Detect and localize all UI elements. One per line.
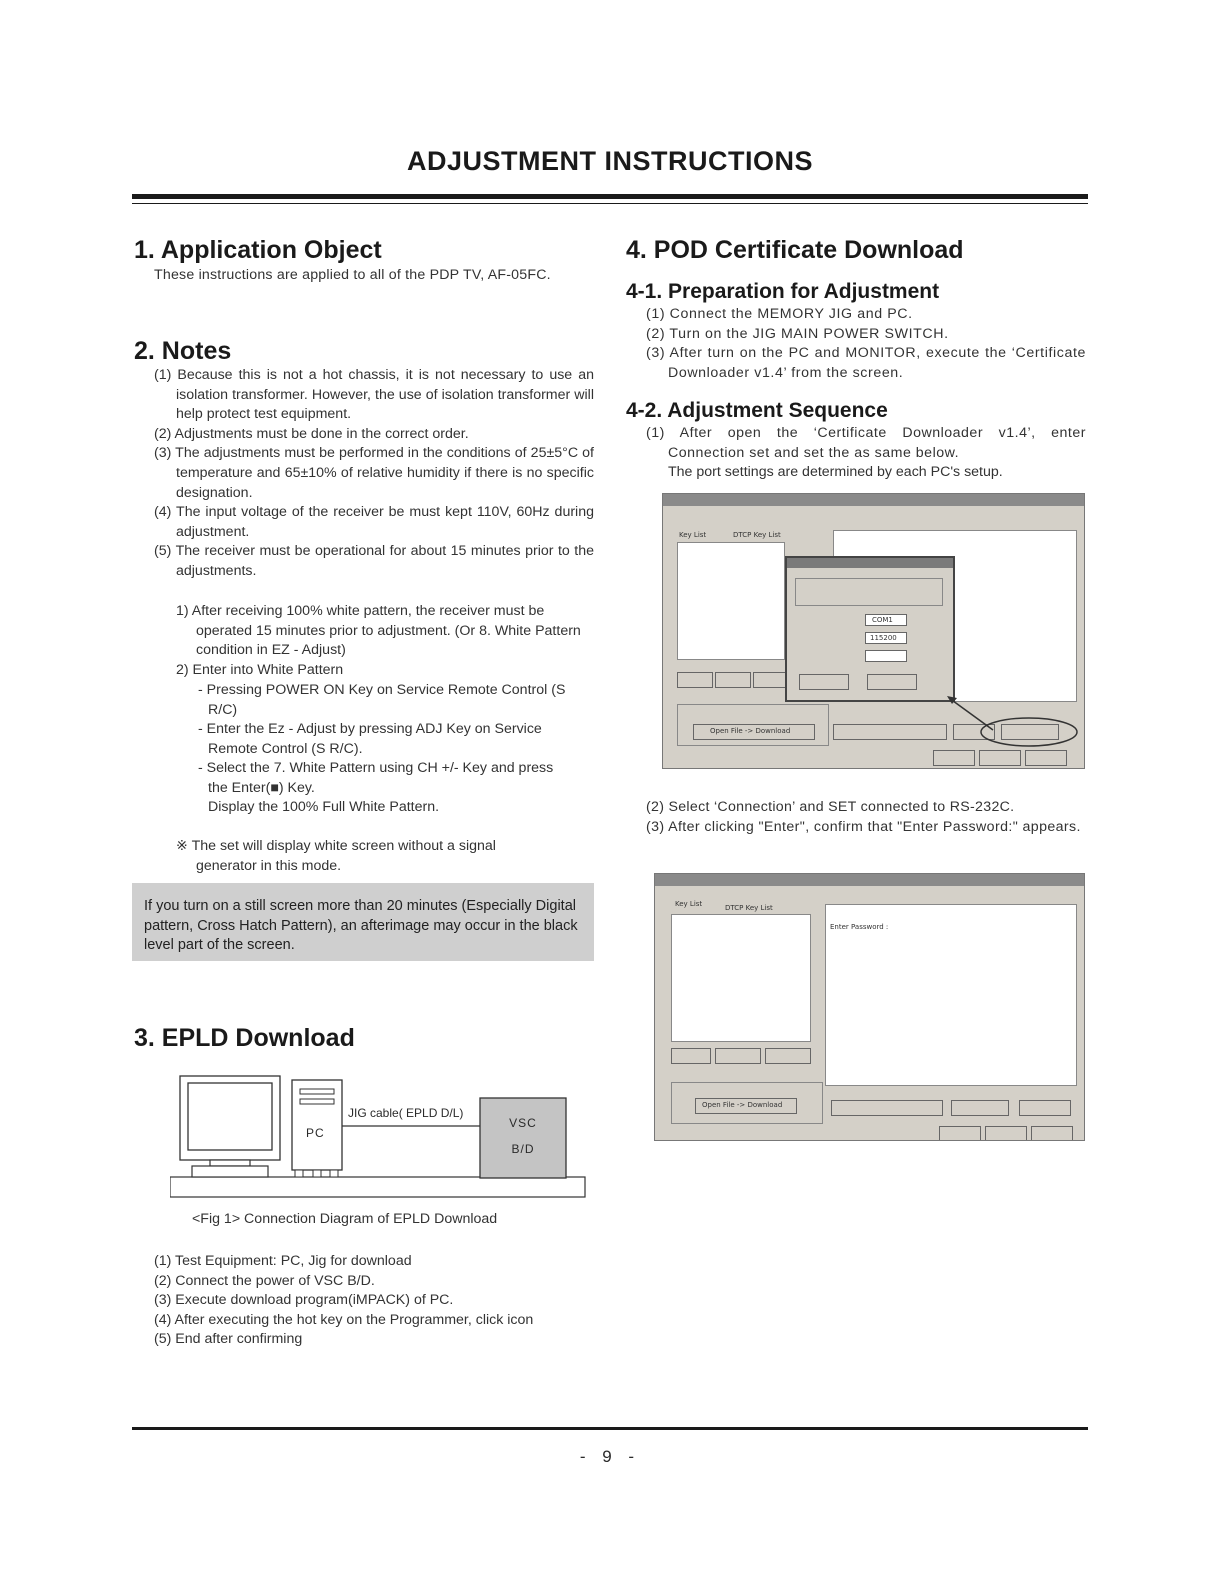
note-item: (3) The adjustments must be performed in the conditions of 25±5°C of temperature and 65±10% of relative humidity if there is no specific designation. [154, 445, 594, 501]
downloader-screenshot-2 [654, 873, 1085, 1141]
sec1-heading: 1. Application Object [134, 236, 382, 264]
cable-label: JIG cable( EPLD D/L) [348, 1106, 464, 1120]
page-title: ADJUSTMENT INSTRUCTIONS [406, 146, 813, 176]
bench [170, 1177, 585, 1197]
keylist2-label: DTCP Key List [733, 531, 781, 539]
sec4-1-heading: 4-1. Preparation for Adjustment [626, 280, 940, 303]
seq-item-1b: The port settings are determined by each PC's setup. [668, 464, 1003, 480]
cancel-button[interactable] [985, 1126, 1027, 1141]
dash-item-3: - Select the 7. White Pattern using CH +/- Key and press the Enter(■) Key. [198, 760, 554, 796]
warning-box: If you turn on a still screen more than 20 minutes (Especially Digital pattern, Cross Hatch Pattern), an afterimage may occur in the black level part of the screen. [132, 883, 594, 961]
seq-item-2: (2) Select ‘Connection’ and SET connected to RS-232C. [646, 799, 1015, 815]
downloader-screenshot-1 [662, 493, 1085, 769]
remark: ※ The set will display white screen without a signal generator in this mode. [176, 838, 496, 874]
sec1-body: These instructions are applied to all of the PDP TV, AF-05FC. [154, 267, 551, 283]
connection-diagram [170, 1074, 590, 1202]
pc-label: PC [306, 1126, 325, 1140]
notes-list [154, 366, 594, 582]
dash-item-1: - Pressing POWER ON Key on Service Remote Control (S R/C) [198, 682, 566, 718]
footer-rule [132, 1427, 1088, 1430]
epld-step: (1) Test Equipment: PC, Jig for download [154, 1253, 412, 1269]
keylist-label: Key List [675, 900, 703, 908]
seq-item-1: (1) After open the ‘Certificate Downloader v1.4’, enter Connection set and set the as same below. [646, 425, 1086, 461]
bd-label: B/D [511, 1142, 535, 1156]
sub-item-2: 2) Enter into White Pattern [176, 662, 344, 678]
enter-password-text: Enter Password : [830, 923, 889, 931]
tool-button[interactable] [715, 1048, 761, 1064]
sec4-2-heading: 4-2. Adjustment Sequence [626, 399, 888, 422]
sec3-heading: 3. EPLD Download [134, 1024, 355, 1052]
prep-item: (2) Turn on the JIG MAIN POWER SWITCH. [646, 325, 949, 342]
epld-step: (3) Execute download program(iMPACK) of PC. [154, 1292, 454, 1309]
monitor-icon [180, 1076, 280, 1177]
keylist-label: Key List [679, 531, 707, 539]
port-field[interactable]: COM1 [865, 614, 907, 626]
callout-ellipse [981, 718, 1077, 746]
tool-button[interactable] [765, 1048, 811, 1064]
open-file-button[interactable]: Open File -> Download [693, 724, 815, 740]
vsc-label: VSC [509, 1116, 537, 1130]
callout-overlay [663, 494, 1085, 769]
dash-item-3b: Display the 100% Full White Pattern. [208, 799, 440, 815]
note-item: (1) Because this is not a hot chassis, it is not necessary to use an isolation transformer. However, the use of isolation transformer will help protect test equipment. [154, 367, 594, 423]
sec4-heading: 4. POD Certificate Download [626, 236, 964, 264]
ok-button[interactable] [939, 1126, 981, 1141]
figure-caption: <Fig 1> Connection Diagram of EPLD Download [192, 1211, 498, 1227]
window-titlebar [655, 874, 1084, 886]
page-number: - 9 - [579, 1447, 641, 1466]
log-pane [825, 904, 1077, 1086]
tool-button[interactable] [671, 1048, 711, 1064]
epld-step: (2) Connect the power of VSC B/D. [154, 1272, 375, 1289]
save-button[interactable] [831, 1100, 943, 1116]
header-rule-thin [132, 203, 1088, 204]
disabled-button[interactable] [1019, 1100, 1071, 1116]
prep-item: (1) Connect the MEMORY JIG and PC. [646, 306, 913, 322]
open-file-button[interactable]: Open File -> Download [695, 1098, 797, 1114]
epld-step: (5) End after confirming [154, 1331, 303, 1348]
prep-item: (3) After turn on the PC and MONITOR, execute the ‘Certificate Downloader v1.4’ from the screen. [646, 345, 1086, 381]
epld-steps [154, 1252, 594, 1350]
note-item: (4) The input voltage of the receiver be must kept 110V, 60Hz during adjustment. [154, 504, 594, 540]
note-item: (5) The receiver must be operational for about 15 minutes prior to the adjustments. [154, 543, 594, 579]
note-item: (2) Adjustments must be done in the correct order. [154, 425, 469, 442]
diagram-svg [170, 1074, 590, 1202]
dash-item-2: - Enter the Ez - Adjust by pressing ADJ Key on Service Remote Control (S R/C). [198, 721, 542, 757]
epld-step: (4) After executing the hot key on the Programmer, click icon [154, 1311, 534, 1328]
help-button[interactable] [1031, 1126, 1073, 1141]
seq-item-3: (3) After clicking "Enter", confirm that "Enter Password:" appears. [646, 819, 1081, 835]
sec2-heading: 2. Notes [134, 337, 232, 365]
vsc-board [480, 1098, 566, 1178]
baud-field[interactable]: 115200 [865, 632, 907, 644]
sub-item-1: 1) After receiving 100% white pattern, the receiver must be operated 15 minutes prior to adjustment. (Or 8. White Pattern condition in EZ - Adjust) [176, 603, 581, 659]
connect-button[interactable] [951, 1100, 1009, 1116]
key-list-pane [671, 914, 811, 1042]
header-rule [132, 194, 1088, 199]
keylist2-label: DTCP Key List [725, 904, 773, 912]
prep-list [646, 305, 1086, 383]
